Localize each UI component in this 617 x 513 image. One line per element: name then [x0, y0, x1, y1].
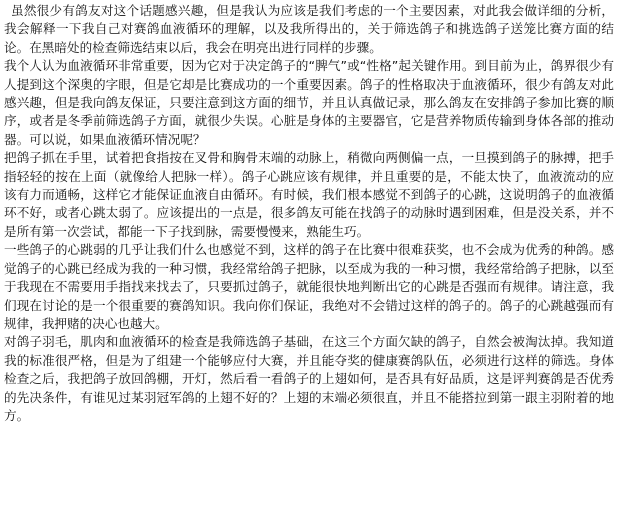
paragraph-weak-heartbeat: 一些鸽子的心跳弱的几乎让我们什么也感觉不到，这样的鸽子在比赛中很难获奖，也不会成为优秀的种鸽。感觉鸽子的心跳已经成为我的一种习惯，我经常给鸽子把脉，以至成为我的一种习惯，我经常给鸽子把脉，以至于我现在不需要用手指找来找去了，只要抓过鸽子，就能很快地判断出它的心跳是否强而有规律。请注意，我们现在讨论的是一个很重要的赛鸽知识。我向你们保证，我绝对不会错过这样的鸽子的。鸽子的心跳越强而有规律，我押赌的决心也越大。 [4, 242, 614, 331]
paragraph-temperament: 我个人认为血液循环非常重要，因为它对于决定鸽子的“脾气”或“性格”起关键作用。到目前为止，鸽界很少有人提到这个深奥的字眼，但是它却是比赛成功的一个重要因素。鸽子的性格取决于血液循环，很少有鸽友对此感兴趣，但是我向鸽友保证，只要注意到这方面的细节，并且认真做记录，那么鸽友在安排鸽子参加比赛的顺序，或者是冬季前筛选鸽子方面，就很少失误。心脏是身体的主要器官，它是营养物质传输到身体各部的推动器。可以说，如果血液循环情况呢？ [4, 58, 614, 147]
paragraph-pulse-check: 把鸽子抓在手里，试着把食指按在叉骨和胸骨末端的动脉上，稍微向两侧偏一点，一旦摸到鸽子的脉搏，把手指轻轻的按在上面（就像给人把脉一样）。鸽子心跳应该有规律，并且重要的是，不能太快了，血液流动的应该有力而通畅，这样它才能保证血液自由循环。有时候，我们根本感觉不到鸽子的心跳，这说明鸽子的血液循环不好，或者心跳太弱了。应该提出的一点是，很多鸽友可能在找鸽子的动脉时遇到困难，但是没关系，并不是所有第一次尝试，都能一下子找到脉，需要慢慢来，熟能生巧。 [4, 150, 614, 239]
paragraph-blood-circulation-intro: 虽然很少有鸽友对这个话题感兴趣，但是我认为应该是我们考虑的一个主要因素，对此我会做详细的分析，我会解释一下我自己对赛鸽血液循环的理解，以及我所得出的，关于筛选鸽子和挑选鸽子送笼比赛方面的结论。在黑暗处的检查筛选结束以后，我会在明亮出进行同样的步骤。 [4, 3, 614, 55]
article-body [4, 2, 614, 425]
paragraph-selection-criteria: 对鸽子羽毛，肌肉和血液循环的检查是我筛选鸽子基础，在这三个方面欠缺的鸽子，自然会被淘汰掉。我知道我的标准很严格，但是为了组建一个能够应付大赛，并且能夺奖的健康赛鸽队伍，必须进行这样的筛选。身体检查之后，我把鸽子放回鸽棚，开灯，然后看一看鸽子的上翅如何，是否具有好品质，这是评判赛鸽是否优秀的先决条件，有谁见过某羽冠军鸽的上翅不好的？上翅的末端必须很直，并且不能搭拉到第一跟主羽附着的地方。 [4, 334, 614, 423]
